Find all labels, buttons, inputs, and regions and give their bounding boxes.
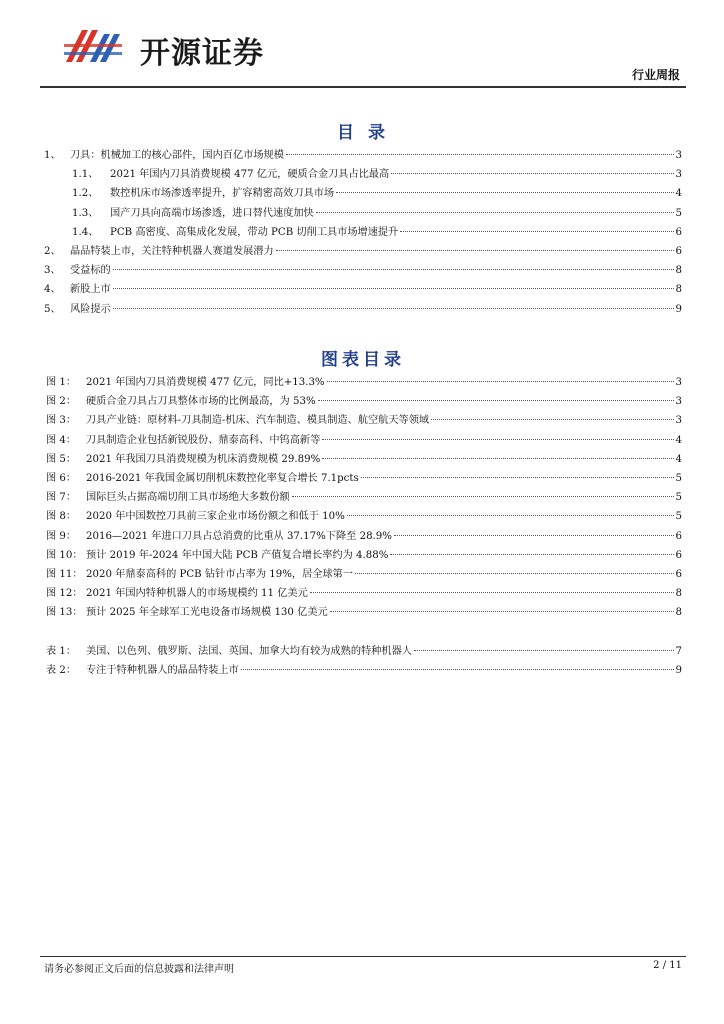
toc-entry[interactable] (40, 242, 682, 261)
figure-entry[interactable] (40, 642, 682, 661)
entry-label: 美国、以色列、俄罗斯、法国、英国、加拿大均有较为成熟的特种机器人 (86, 646, 412, 657)
figure-entry[interactable] (40, 469, 682, 488)
entry-number: 图 2： (46, 396, 77, 408)
entry-number: 图 5： (46, 453, 77, 465)
entry-page: 9 (675, 303, 682, 315)
table-list (40, 642, 682, 680)
entry-label: 2021 年国内特种机器人的市场规模约 11 亿美元 (86, 588, 308, 600)
entry-number: 1.4、 (72, 226, 99, 238)
entry-page: 5 (675, 207, 682, 219)
figure-entry[interactable] (40, 373, 682, 392)
entry-page: 3 (675, 377, 682, 388)
entry-page: 8 (675, 284, 682, 296)
leader-dots (318, 400, 674, 401)
figure-list (40, 373, 682, 622)
entry-page: 9 (675, 665, 682, 677)
leader-dots (286, 154, 674, 155)
figure-entry[interactable] (40, 527, 682, 546)
figure-entry[interactable] (40, 565, 682, 584)
leader-dots (276, 250, 674, 251)
entry-number: 4、 (44, 284, 61, 296)
figure-entry[interactable] (40, 603, 682, 622)
entry-page: 4 (675, 188, 682, 200)
entry-label: 晶品特装上市，关注特种机器人赛道发展潜力 (70, 245, 274, 257)
toc-title: 目 录 (337, 123, 389, 143)
entry-page: 6 (675, 226, 682, 238)
figure-entry[interactable] (40, 450, 682, 469)
entry-label: 刀具：机械加工的核心部件，国内百亿市场规模 (70, 150, 284, 161)
entry-page: 3 (675, 396, 682, 408)
leader-dots (292, 496, 674, 497)
entry-label: 2020 年鼎泰高科的 PCB 钻针市占率为 19%，居全球第一 (86, 568, 354, 580)
entry-page: 6 (675, 245, 682, 257)
entry-page: 5 (675, 492, 682, 504)
toc-entry[interactable] (40, 300, 682, 319)
toc-entry[interactable] (40, 223, 682, 242)
entry-number: 图 4： (46, 434, 77, 446)
header-divider (40, 86, 686, 88)
entry-number: 表 1： (46, 646, 77, 657)
entry-number: 图 6： (46, 472, 77, 484)
entry-page: 8 (675, 607, 682, 619)
entry-number: 5、 (44, 303, 61, 315)
leader-dots (390, 554, 673, 555)
leader-dots (347, 515, 674, 516)
leader-dots (113, 269, 674, 270)
entry-label: 国际巨头占据高端切削工具市场绝大多数份额 (86, 492, 290, 504)
entry-page: 8 (675, 588, 682, 600)
toc-entry[interactable] (40, 146, 682, 165)
page-number: 2 / 11 (653, 960, 682, 971)
entry-page: 3 (675, 150, 682, 161)
entry-label: 专注于特种机器人的晶品特装上市 (86, 665, 239, 677)
entry-label: 新股上市 (70, 284, 111, 296)
entry-number: 图 10： (46, 549, 83, 561)
entry-label: 数控机床市场渗透率提升，扩容精密高效刀具市场 (110, 188, 335, 200)
leader-dots (310, 592, 674, 593)
leader-dots (336, 192, 673, 193)
entry-number: 表 2： (46, 665, 77, 677)
leader-dots (431, 419, 673, 420)
entry-number: 1.2、 (72, 188, 99, 200)
entry-label: 2021 年我国刀具消费规模为机床消费规模 29.89% (86, 453, 321, 465)
entry-number: 1.1、 (72, 169, 99, 181)
entry-page: 4 (675, 434, 682, 446)
entry-page: 6 (675, 530, 682, 542)
leader-dots (322, 458, 673, 459)
figure-entry[interactable] (40, 661, 682, 680)
leader-dots (241, 669, 674, 670)
leader-dots (394, 535, 674, 536)
brand-logo-icon (60, 22, 132, 72)
entry-label: 风险提示 (70, 303, 111, 315)
entry-label: 预计 2025 年全球军工光电设备市场规模 130 亿美元 (86, 607, 328, 619)
entry-number: 图 12： (46, 588, 83, 600)
toc-entry[interactable] (40, 204, 682, 223)
entry-label: 预计 2019 年-2024 年中国大陆 PCB 产值复合增长率约为 4.88% (86, 549, 389, 561)
entry-number: 2、 (44, 245, 61, 257)
entry-label: 2016—2021 年进口刀具占总消费的比重从 37.17%下降至 28.9% (86, 530, 392, 542)
figure-entry[interactable] (40, 584, 682, 603)
leader-dots (327, 381, 674, 382)
toc-entry[interactable] (40, 165, 682, 184)
leader-dots (391, 173, 673, 174)
footer-divider (40, 956, 686, 957)
leader-dots (113, 288, 674, 289)
leader-dots (330, 611, 674, 612)
figures-title: 图表目录 (321, 350, 405, 370)
leader-dots (400, 231, 673, 232)
figure-entry[interactable] (40, 411, 682, 430)
entry-label: 2016-2021 年我国金属切削机床数控化率复合增长 7.1pcts (86, 472, 359, 484)
entry-number: 图 1： (46, 377, 77, 388)
toc-entry[interactable] (40, 261, 682, 280)
brand-name: 开源证券 (140, 36, 264, 71)
entry-page: 5 (675, 472, 682, 484)
entry-page: 6 (675, 568, 682, 580)
entry-page: 3 (675, 415, 682, 427)
entry-number: 3、 (44, 265, 61, 277)
figure-entry[interactable] (40, 507, 682, 526)
entry-page: 4 (675, 453, 682, 465)
entry-number: 图 3： (46, 415, 77, 427)
leader-dots (113, 308, 674, 309)
entry-number: 图 8： (46, 511, 77, 523)
entry-page: 6 (675, 549, 682, 561)
entry-label: 2021 年国内刀具消费规模 477 亿元，硬质合金刀具占比最高 (110, 169, 390, 181)
entry-number: 图 13： (46, 607, 83, 619)
figure-entry[interactable] (40, 488, 682, 507)
entry-page: 8 (675, 265, 682, 277)
entry-label: 2020 年中国数控刀具前三家企业市场份额之和低于 10% (86, 511, 345, 523)
footer-disclaimer: 请务必参阅正文后面的信息披露和法律声明 (44, 964, 234, 975)
entry-label: 国产刀具向高端市场渗透，进口替代速度加快 (110, 207, 314, 219)
entry-label: 刀具产业链：原材料-刀具制造-机床、汽车制造、模具制造、航空航天等领域 (86, 415, 430, 427)
figure-entry[interactable] (40, 431, 682, 450)
entry-number: 图 9： (46, 530, 77, 542)
entry-number: 图 11： (46, 568, 83, 580)
entry-number: 1、 (44, 150, 61, 161)
leader-dots (361, 477, 674, 478)
leader-dots (316, 212, 674, 213)
entry-label: PCB 高密度、高集成化发展，带动 PCB 切削工具市场增速提升 (110, 226, 399, 238)
leader-dots (355, 573, 673, 574)
entry-label: 2021 年国内刀具消费规模 477 亿元，同比+13.3% (86, 377, 325, 388)
figure-entry[interactable] (40, 546, 682, 565)
entry-page: 5 (675, 511, 682, 523)
leader-dots (322, 439, 673, 440)
entry-page: 3 (675, 169, 682, 181)
entry-page: 7 (675, 646, 682, 657)
brand-logo (60, 22, 320, 72)
toc-entry[interactable] (40, 280, 682, 299)
page-header (40, 14, 686, 84)
toc-entry[interactable] (40, 184, 682, 203)
leader-dots (414, 650, 674, 651)
toc-list (40, 146, 682, 319)
entry-label: 刀具制造企业包括新锐股份、鼎泰高科、中钨高新等 (86, 434, 321, 446)
entry-number: 1.3、 (72, 207, 99, 219)
report-type-label: 行业周报 (631, 68, 680, 82)
figure-entry[interactable] (40, 392, 682, 411)
entry-label: 受益标的 (70, 265, 111, 277)
entry-label: 硬质合金刀具占刀具整体市场的比例最高，为 53% (86, 396, 316, 408)
entry-number: 图 7： (46, 492, 77, 504)
